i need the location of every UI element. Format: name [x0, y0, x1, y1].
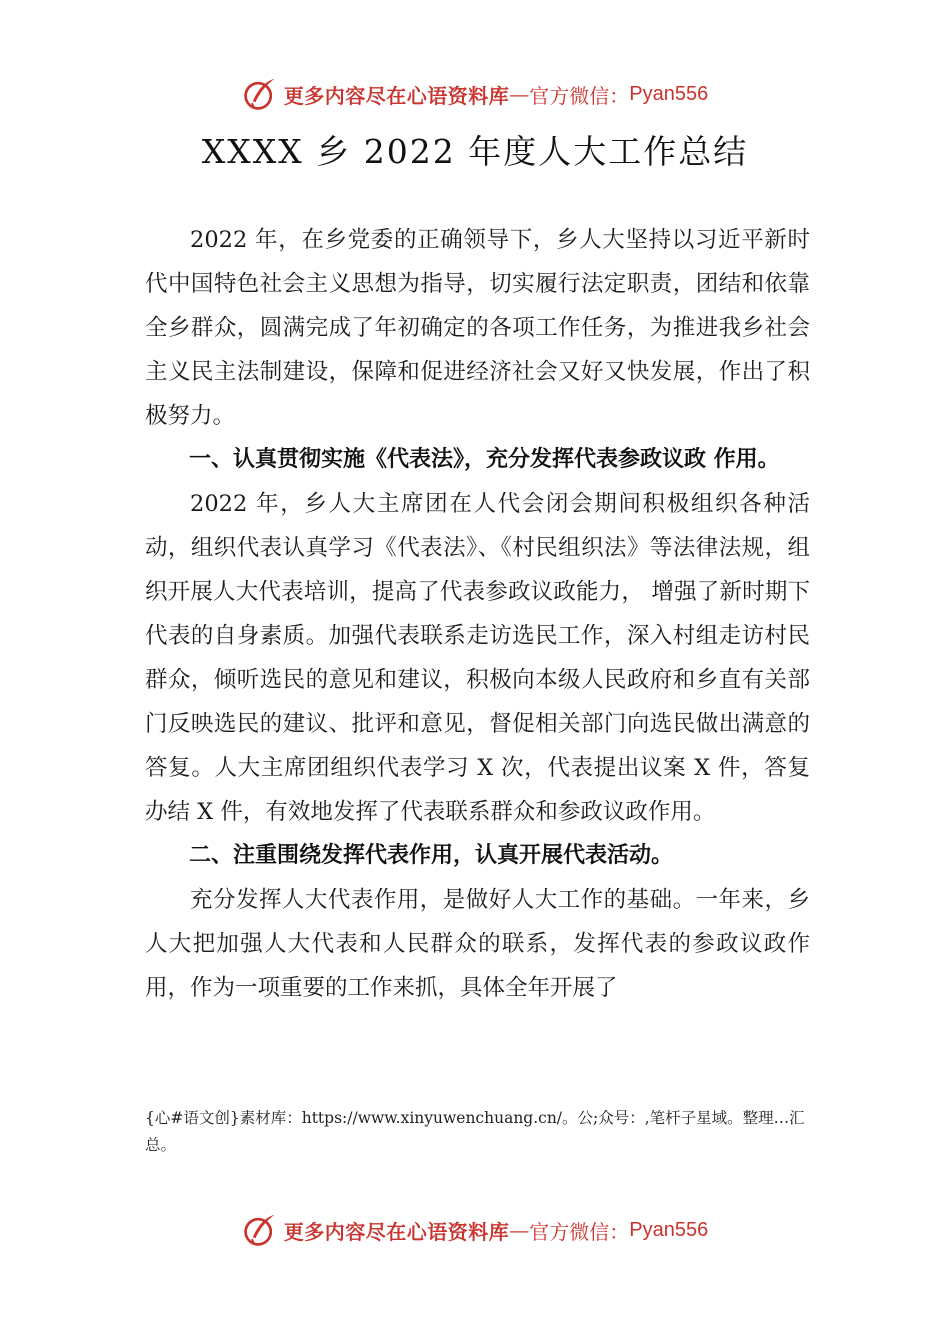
banner-wechat-id: Pyan556 [629, 1218, 709, 1241]
paragraph-section-2: 充分发挥人大代表作用，是做好人大工作的基础。一年来，乡人大把加强人大代表和人民群众的联系，发挥代表的参政议政作用，作为一项重要的工作来抓，具体全年开展了 [145, 887, 810, 1001]
banner-main-text: 更多内容尽在心语资料库 [283, 83, 510, 108]
banner-sub-text: 官方微信： [529, 1219, 630, 1244]
section-heading-2: 二、注重围绕发挥代表作用，认真开展代表活动。 [189, 843, 674, 868]
paragraph-intro: 2022 年，在乡党委的正确领导下，乡人大坚持以习近平新时代中国特色社会主义思想为指导，切实履行法定职责，团结和依靠全乡群众，圆满完成了年初确定的各项工作任务，为推进我乡社会主义民主法制建设，保障和促进经济社会又好又快发展，作出了积极努力。 [145, 227, 810, 429]
source-note: {心#语文创}素材库：https://www.xinyuwenchuang.cn/。公;众号：,笔杆子星域。整理…汇总。 [145, 1109, 805, 1154]
banner-separator: — [509, 1218, 530, 1242]
document-body [145, 218, 810, 1010]
footer-banner [0, 1210, 950, 1250]
quill-logo-icon [242, 1212, 278, 1248]
banner-main-text: 更多内容尽在心语资料库 [283, 1219, 510, 1244]
header-banner [0, 74, 950, 114]
banner-sub-text: 官方微信： [529, 83, 630, 108]
quill-logo-icon [242, 76, 278, 112]
section-heading-1: 一、认真贯彻实施《代表法》，充分发挥代表参政议政 作用。 [189, 447, 780, 472]
banner-wechat-id: Pyan556 [629, 82, 709, 105]
document-title: XXXX 乡 2022 年度人大工作总结 [201, 132, 749, 171]
banner-separator: — [509, 82, 530, 106]
paragraph-section-1: 2022 年，乡人大主席团在人代会闭会期间积极组织各种活动，组织代表认真学习《代表法》、《村民组织法》等法律法规，组织开展人大代表培训，提高了代表参政议政能力， 增强了新时期下代表的自身素质。加强代表联系走访选民工作，深入村组走访村民群众，倾听选民的意见和建议，积极向本级人民政府和乡直有关部门反映选民的建议、批评和意见，督促相关部门向选民做出满意的答复。人大主席团组织代表学习 X 次，代表提出议案 X 件，答复办结 X 件，有效地发挥了代表联系群众和参政议政作用。 [145, 491, 810, 825]
